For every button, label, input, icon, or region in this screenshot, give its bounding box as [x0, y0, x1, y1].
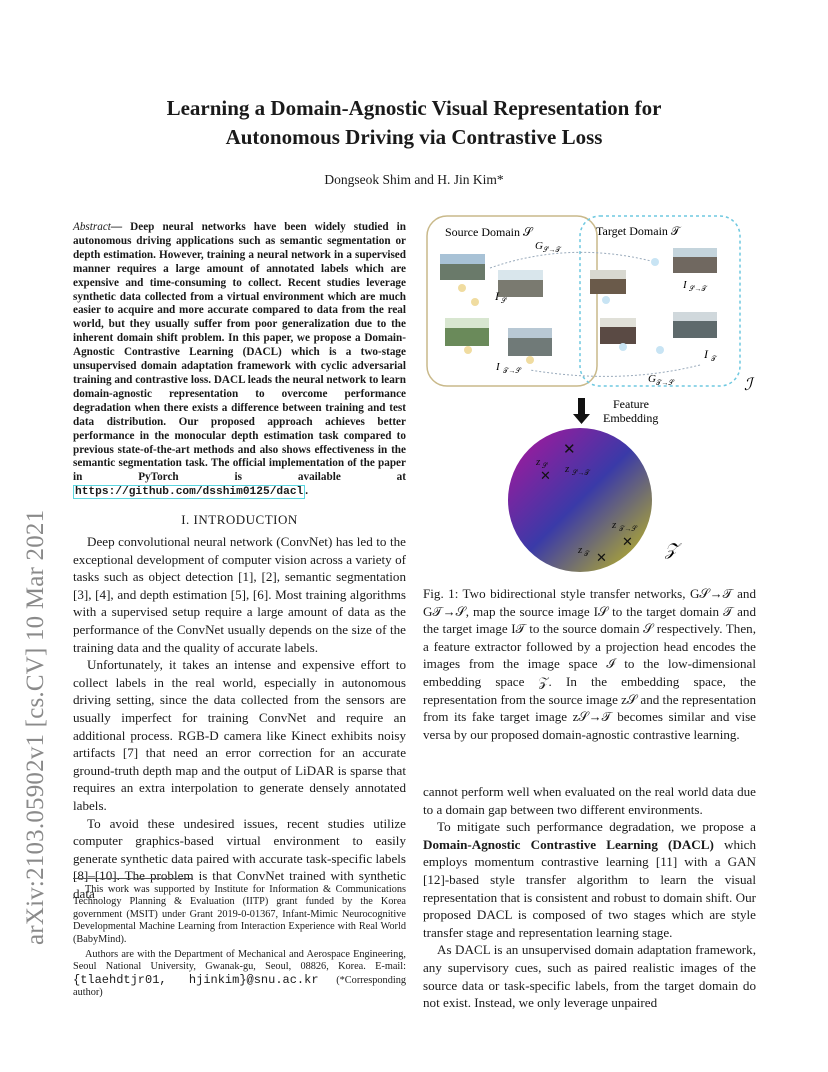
cross-icon: ✕ [622, 534, 633, 549]
abstract-lead: Abstract [73, 221, 111, 233]
paper-title-line-2: Autonomous Driving via Contrastive Loss [225, 125, 603, 149]
i-st-label: I [683, 279, 687, 291]
i-st-sub: 𝒮→𝒯 [689, 285, 707, 293]
z-ts-label: z [612, 519, 617, 531]
i-t-label: I [704, 347, 708, 361]
cross-icon: ✕ [540, 468, 551, 483]
figure-1-diagram [420, 210, 765, 580]
paragraph: To avoid these undesired issues, recent studies utilize computer graphics-based virtual environment to easily generate synthetic data paired with accurate task-specific labels [8]–[10]. The problem is that ConvNet trained with synthetic data [73, 815, 406, 901]
footnote-funding: This work was supported by Institute for Information & Communications Technology Planning & Evaluation (IITP) grant funded by the Korea government (MSIT) under Grant 2019-0-01367, Infant-Mimic Neurocognitive Developmental Machine Learning from Interaction Experience with Real World (BabyMind). [73, 884, 406, 945]
footnote-rule [73, 878, 193, 879]
down-arrow-icon [578, 398, 585, 416]
i-s-sub: 𝒮 [501, 297, 507, 305]
footnote-affiliation: Authors are with the Department of Mechanical and Aerospace Engineering, Seoul National University, Gwanak-gu, Seoul, 08826, Korea. E-mail: {tlaehdtjr01, hjinkim}@snu.ac.kr (*Corresponding author) [73, 949, 407, 999]
z-s-label: z [536, 456, 541, 468]
z-st-sub: 𝒮→𝒯 [572, 469, 590, 477]
dacl-bold-term: Domain-Agnostic Contrastive Learning (DACL) [423, 836, 714, 852]
feature-label-1: Feature [613, 397, 649, 411]
g-ts-label: G [648, 373, 656, 385]
g-ts-arrow [530, 365, 700, 376]
image-space-label: ℐ [744, 375, 752, 394]
i-ts-label: I [496, 361, 500, 373]
paragraph: cannot perform well when evaluated on the real world data due to a domain gap between two different environments. [423, 784, 756, 817]
abstract-end: . [305, 485, 309, 498]
abstract [73, 221, 406, 500]
feature-label-2: Embedding [603, 411, 659, 425]
footnotes [73, 884, 406, 1000]
paper-authors: Dongseok Shim and H. Jin Kim* [324, 172, 504, 187]
arxiv-stamp: arXiv:2103.05902v1 [cs.CV] 10 Mar 2021 [22, 509, 49, 945]
z-st-label: z [565, 463, 570, 475]
g-st-sub: 𝒮→𝒯 [543, 246, 561, 254]
paper-title-line-1: Learning a Domain-Agnostic Visual Representation for [166, 96, 662, 120]
code-link[interactable]: https://github.com/dsshim0125/dacl [75, 486, 304, 499]
left-column-body [73, 533, 406, 902]
i-s-label: I [495, 289, 499, 303]
right-column-body [423, 783, 756, 1012]
source-domain-label: Source Domain 𝒮 [445, 225, 533, 239]
footnote-email: {tlaehdtjr01, hjinkim}@snu.ac.kr [73, 972, 319, 987]
z-s-sub: 𝒮 [542, 462, 548, 470]
z-t-sub: 𝒯 [584, 550, 590, 558]
paragraph: Unfortunately, it takes an intense and expensive effort to collect labels in the real world, especially in autonomous driving setting, since the data collected from the sensors are usually imperfect for training ConvNet and require an additional process. RGB-D camera like Kinect exhibits noisy artifacts [7] that need an error correction for an accurate ground-truth depth map and the output of LiDAR is sparse that requires an extra interpolation to generate densely annotated labels. [73, 657, 406, 813]
paragraph: To mitigate such performance degradation, we propose a Domain-Agnostic Contrastive Learning (DACL) which employs momentum contrastive learning [11] with a GAN [12]-based style transfer algorithm to learn the visual representation that is consistent and robust to domain shift. Our proposed DACL is composed of two stages which are style transfer stage and representation learning stage. [423, 819, 756, 940]
z-ts-sub: 𝒯→𝒮 [619, 525, 637, 533]
g-st-arrow [490, 252, 655, 268]
z-t-label: z [578, 544, 583, 556]
figure-1-caption: Fig. 1: Two bidirectional style transfer networks, G𝒮→𝒯 and G𝒯→𝒮, map the source image I𝒮 to the target domain 𝒯 and the target image I𝒯 to the source domain 𝒮 respectively. Then, a feature extractor followed by a projection head encodes the images from the image space ℐ to the low-dimensional embedding space 𝒵. In the embedding space, the representation from the source image z𝒮 and the representation from its fake target image z𝒮→𝒯 becomes similar and vise versa by our proposed domain-agnostic contrastive learning. [423, 586, 756, 742]
section-heading-introduction: I. INTRODUCTION [181, 512, 298, 527]
cross-icon: ✕ [563, 442, 576, 458]
g-ts-sub: 𝒯→𝒮 [656, 379, 674, 387]
source-domain-box [427, 216, 597, 386]
g-st-label: G [535, 240, 543, 252]
embedding-space-label: 𝒵 [665, 540, 678, 559]
figure-1 [420, 210, 765, 580]
paragraph: Deep convolutional neural network (ConvNet) has led to the exceptional development of computer vision across a variety of tasks such as object detection [1], [2], semantic segmentation [3], [4], and depth estimation [5], [6]. Most training algorithms with a supervised setup require a large amount of data as the performance of the ConvNet usually depends on the size of the training data and the quality of accurate labels. [73, 534, 406, 655]
target-domain-label: Target Domain 𝒯 [596, 224, 681, 238]
abstract-text: — Deep neural networks have been widely studied in autonomous driving applications such as semantic segmentation or depth estimation. However, training a neural network in a supervised manner requires a large amount of annotated labels which are expensive and time-consuming to collect. Recent studies leverage synthetic data collected from a virtual environment which are much easier to acquire and more accurate compared to data from the real world, but they usually suffer from poor generalization due to the inherent domain shift problem. In this paper, we propose a Domain-Agnostic Contrastive Learning (DACL) which is a two-stage unsupervised domain adaptation framework with cyclic adversarial training and contrastive loss. DACL leads the neural network to learn domain-agnostic representation to overcome performance degradation when there exists a difference between training and test data distribution. Our proposed approach achieves better performance in the monocular depth estimation task compared to previous state-of-the-art methods and also shows effectiveness in the semantic segmentation task. The official implementation of the paper in PyTorch is available at [73, 221, 406, 484]
paragraph: As DACL is an unsupervised domain adaptation framework, any supervisory cues, such as paired realistic images of the source data or task-specific labels, from the target domain do not exist. Instead, we only leverage unpaired [423, 942, 756, 1011]
i-t-sub: 𝒯 [711, 355, 717, 363]
i-ts-sub: 𝒯→𝒮 [503, 367, 521, 375]
cross-icon: ✕ [596, 550, 607, 565]
